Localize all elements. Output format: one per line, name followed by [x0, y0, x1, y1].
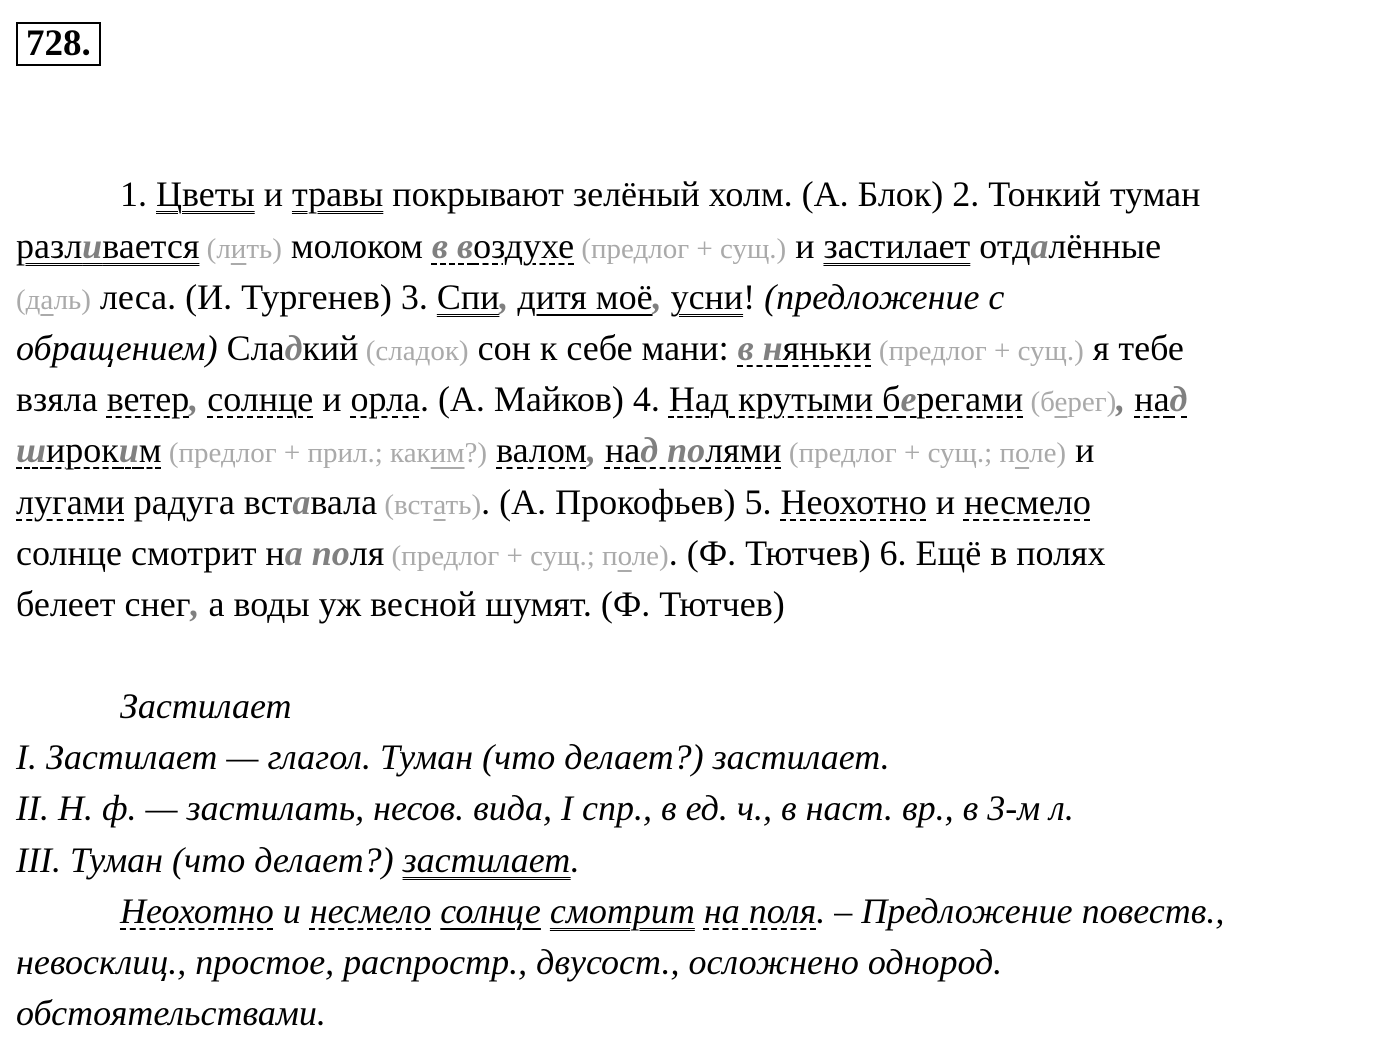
- text-line-3: (даль) леса. (И. Тургенев) 3. Спи, дитя моё, усни! (предложение с: [16, 277, 1005, 317]
- hint: (сладок): [358, 335, 469, 367]
- exercise-number: 728.: [16, 22, 101, 66]
- hint: (берег): [1023, 386, 1117, 418]
- text-line-4: обращением) Сладкий (сладок) сон к себе мани: в няньки (предлог + сущ.) я тебе: [16, 328, 1184, 368]
- text-line-7: лугами радуга вставала (встать). (А. Прокофьев) 5. Неохотно и несмело: [16, 482, 1091, 522]
- subject: Цветы: [156, 174, 255, 214]
- circumstance: Неохотно: [120, 891, 274, 931]
- circumstance: несмело: [963, 482, 1091, 522]
- object: ветер: [106, 379, 190, 419]
- text-line-5: взяла ветер, солнце и орла. (А. Майков) 4. Над крутыми берегами (берег), над: [16, 379, 1188, 419]
- text-line-8: солнце смотрит на поля (предлог + сущ.; поле). (Ф. Тютчев) 6. Ещё в полях: [16, 533, 1106, 573]
- hint: (предлог + сущ.): [574, 233, 787, 265]
- predicate: усни: [670, 277, 744, 317]
- text-line-9: белеет снег, а воды уж весной шумят. (Ф. Тютчев): [16, 584, 785, 624]
- analysis-point-2: II. Н. ф. — застилать, несов. вида, I спр., в ед. ч., в наст. вр., в 3-м л.: [16, 788, 1074, 828]
- text-line-1: 1. Цветы и травы покрывают зелёный холм. (А. Блок) 2. Тонкий туман: [120, 174, 1201, 214]
- subject: травы: [291, 174, 384, 214]
- sentence-analysis-line-2: невосклиц., простое, распростр., двусост., осложнено однород.: [16, 942, 1003, 982]
- predicate: разливается: [16, 226, 200, 266]
- hint: (предлог + сущ.; поле): [781, 437, 1067, 469]
- circumstance: над полями: [604, 430, 782, 470]
- hint: (даль): [16, 284, 91, 316]
- circumstance: широким: [16, 430, 162, 470]
- hint: (предлог + сущ.; поле): [384, 540, 669, 572]
- circumstance: Над крутыми берегами: [668, 379, 1024, 419]
- hint: (встать): [377, 489, 482, 521]
- predicate: смотрит: [549, 891, 695, 931]
- text-line-6: широким (предлог + прил.; каким?) валом, над полями (предлог + сущ.; поле) и: [16, 430, 1095, 470]
- sentence-analysis-line-3: обстоятельствами.: [16, 993, 326, 1033]
- address: дитя моё: [517, 277, 653, 317]
- circumstance: лугами: [16, 482, 125, 522]
- predicate: застилает: [823, 226, 971, 266]
- circumstance: несмело: [309, 891, 432, 931]
- object: солнце: [207, 379, 314, 419]
- subject: солнце: [440, 891, 541, 931]
- analysis-title: Застилает: [120, 686, 292, 726]
- object: орла: [350, 379, 420, 419]
- circumstance: над: [1134, 379, 1188, 419]
- text-line-2: разливается (лить) молоком в воздухе (предлог + сущ.) и застилает отдалённые: [16, 226, 1162, 266]
- predicate: Спи: [436, 277, 500, 317]
- analysis-point-3: III. Туман (что делает?) застилает.: [16, 840, 580, 880]
- hint: (предлог + сущ.): [871, 335, 1084, 367]
- circumstance: в няньки: [737, 328, 872, 368]
- hint: (лить): [199, 233, 282, 265]
- predicate: застилает: [402, 840, 571, 880]
- sentence-analysis-line-1: Неохотно и несмело солнце смотрит на поля. – Предложение повеств.,: [120, 891, 1225, 931]
- circumstance: в воздухе: [431, 226, 575, 266]
- circumstance: Неохотно: [780, 482, 927, 522]
- hint: (предлог + прил.; каким?): [161, 437, 488, 469]
- circumstance: валом: [496, 430, 587, 470]
- circumstance: на поля: [703, 891, 817, 931]
- analysis-point-1: I. Застилает — глагол. Туман (что делает?) застилает.: [16, 737, 890, 777]
